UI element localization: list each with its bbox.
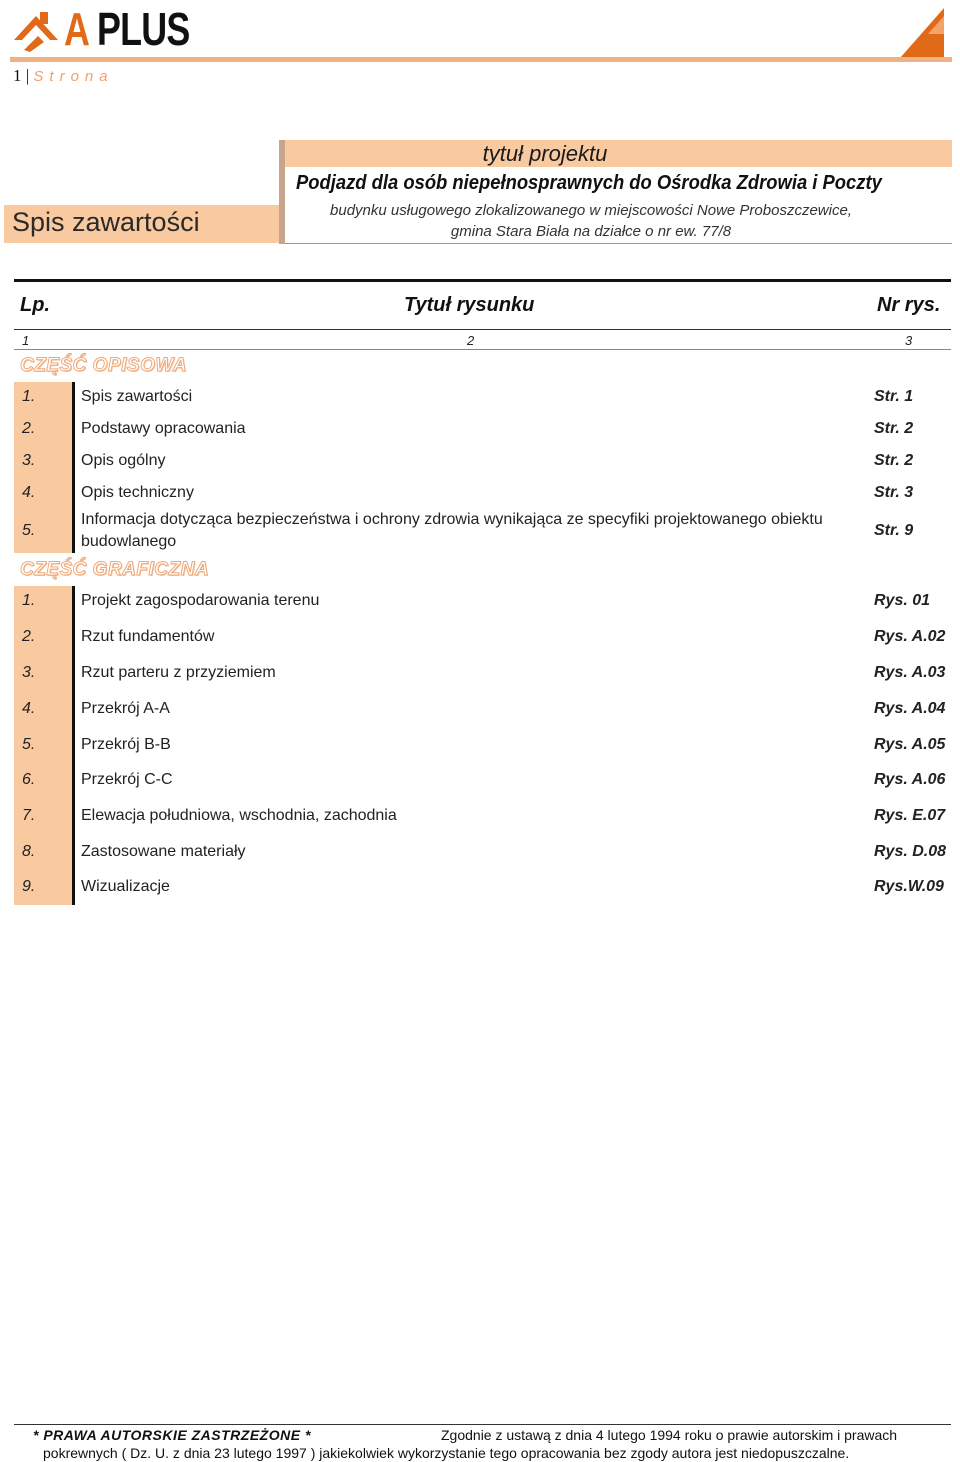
table-header-rule: [14, 329, 951, 330]
row-reference: Str. 1: [874, 388, 914, 405]
toc-title: Spis zawartości: [12, 207, 200, 237]
header-nr: Nr rys.: [877, 294, 941, 316]
header-rule: [10, 57, 952, 62]
section-heading-descriptive: CZĘŚĆ OPISOWA: [20, 355, 187, 376]
row-number: 1.: [22, 388, 36, 405]
row-title: Przekrój A-A: [81, 700, 170, 717]
copyright-notice: * PRAWA AUTORSKIE ZASTRZEŻONE *: [33, 1427, 311, 1443]
row-reference: Str. 9: [874, 522, 914, 539]
copyright-law-line: pokrewnych ( Dz. U. z dnia 23 lutego 1997 ) jakiekolwiek wykorzystanie tego opracowania bez zgody autora jest niedopuszczalne.: [43, 1445, 850, 1461]
header-title: Tytuł rysunku: [404, 294, 535, 316]
row-number: 1.: [22, 592, 36, 609]
column-number-rule: [14, 349, 951, 350]
row-number: 2.: [22, 628, 36, 645]
row-title: Przekrój C-C: [81, 771, 173, 788]
row-number: 2.: [22, 420, 36, 437]
column-number-3: 3: [905, 333, 913, 348]
row-reference: Rys. A.02: [874, 628, 946, 645]
row-reference: Rys. A.04: [874, 700, 946, 717]
row-title-line: budowlanego: [81, 533, 177, 550]
row-number: 5.: [22, 522, 36, 539]
row-number: 3.: [22, 664, 36, 681]
company-logo-text: A PLUS: [64, 3, 190, 55]
page-number: 1 | Strona: [13, 66, 114, 85]
row-title: Spis zawartości: [81, 388, 193, 405]
row-reference: Str. 2: [874, 420, 914, 437]
row-reference: Rys. 01: [874, 592, 931, 609]
row-number: 6.: [22, 771, 36, 788]
column-number-2: 2: [467, 333, 475, 348]
row-title: Opis techniczny: [81, 484, 194, 501]
row-number: 9.: [22, 878, 36, 895]
column-number-1: 1: [22, 333, 30, 348]
lp-column-divider: [72, 586, 75, 905]
project-description: [296, 200, 886, 242]
row-title: Rzut fundamentów: [81, 628, 215, 645]
row-title: Opis ogólny: [81, 452, 166, 469]
row-reference: Rys. D.08: [874, 843, 947, 860]
row-title: Podstawy opracowania: [81, 420, 246, 437]
section-heading-graphic: CZĘŚĆ GRAFICZNA: [20, 559, 210, 580]
row-number: 3.: [22, 452, 36, 469]
row-reference: Rys. A.03: [874, 664, 946, 681]
row-title: Zastosowane materiały: [81, 843, 246, 860]
table-top-rule: [14, 279, 951, 282]
row-number: 8.: [22, 843, 36, 860]
project-description-line: gmina Stara Biała na działce o nr ew. 77/8: [450, 223, 732, 240]
row-title: Projekt zagospodarowania terenu: [81, 592, 320, 609]
row-number: 5.: [22, 736, 36, 753]
project-label: tytuł projektu: [482, 141, 608, 166]
row-reference: Rys. A.06: [874, 771, 946, 788]
header-lp: Lp.: [20, 294, 50, 316]
copyright-law-line: Zgodnie z ustawą z dnia 4 lutego 1994 roku o prawie autorskim i prawach: [441, 1427, 898, 1443]
row-title: Wizualizacje: [81, 878, 170, 895]
row-title: Rzut parteru z przyziemiem: [81, 664, 276, 681]
row-number: 7.: [22, 807, 36, 824]
title-block-rule: [285, 243, 952, 244]
row-title: Elewacja południowa, wschodnia, zachodnia: [81, 807, 397, 824]
row-number: 4.: [22, 484, 36, 501]
project-name: Podjazd dla osób niepełnosprawnych do Ośrodka Zdrowia i Poczty: [296, 172, 882, 194]
row-reference: Rys. A.05: [874, 736, 946, 753]
corner-logo-icon: [898, 4, 948, 65]
company-logo-icon: [10, 6, 66, 57]
row-reference: Rys.W.09: [874, 878, 944, 895]
footer-rule: [14, 1424, 951, 1425]
row-title: Przekrój B-B: [81, 736, 171, 753]
row-reference: Str. 3: [874, 484, 914, 501]
row-reference: Rys. E.07: [874, 807, 946, 824]
row-reference: Str. 2: [874, 452, 914, 469]
row-title-line: Informacja dotycząca bezpieczeństwa i ochrony zdrowia wynikająca ze specyfiki projektowanego obiektu: [81, 511, 823, 528]
project-description-line: budynku usługowego zlokalizowanego w miejscowości Nowe Proboszczewice,: [330, 202, 852, 219]
lp-column-divider: [72, 382, 75, 553]
row-number: 4.: [22, 700, 36, 717]
